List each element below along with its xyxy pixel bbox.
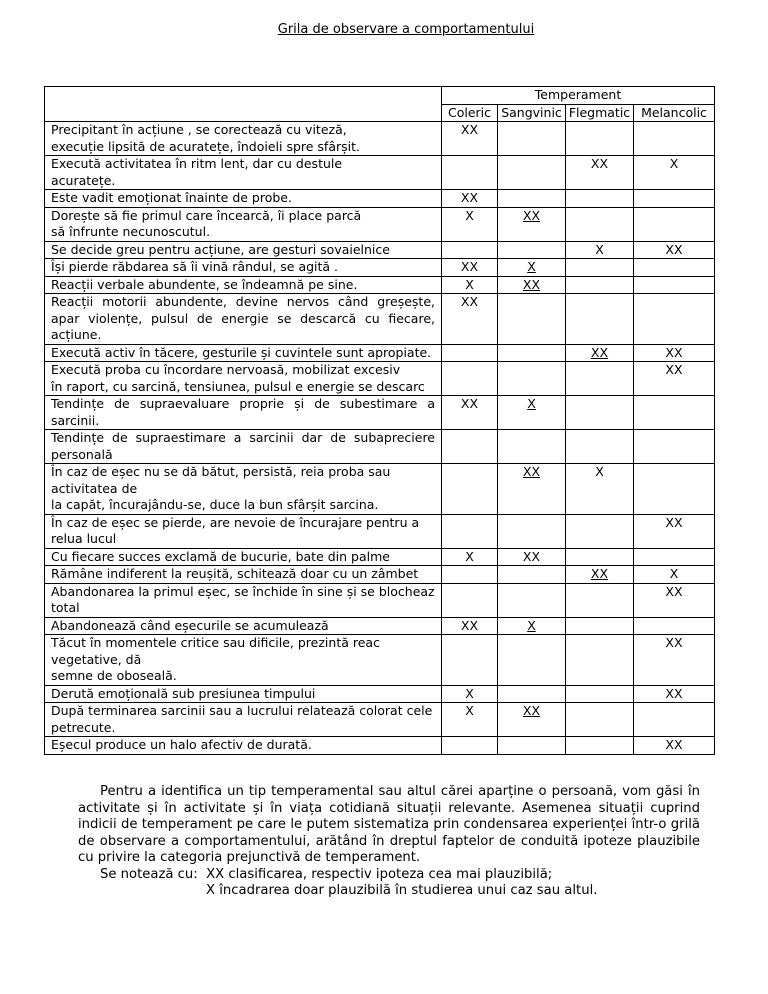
mark-value: X [465, 703, 474, 718]
description-line: Cu fiecare succes exclamă de bucurie, bate din palme [51, 548, 390, 564]
table-row [45, 156, 715, 190]
mark-sangvinic [498, 703, 566, 737]
row-description [45, 583, 442, 617]
mark-flegmatic [566, 396, 634, 430]
table-row [45, 617, 715, 635]
mark-melancolic [634, 548, 715, 566]
table-row [45, 362, 715, 396]
description-line: Este vadit emoționat înainte de probe. [51, 190, 292, 205]
legend-xx: XX clasificarea, respectiv ipoteza cea mai plauzibilă; [206, 866, 553, 882]
mark-flegmatic [566, 259, 634, 277]
description-line: În caz de eșec nu se dă bătut, persistă, reia proba sau [51, 464, 391, 479]
mark-coleric [442, 514, 498, 548]
description-line: Tendințe de supraestimare a sarcinii dar de subapreciere personală [51, 430, 435, 462]
table-row [45, 396, 715, 430]
mark-value: X [595, 464, 604, 479]
table-row [45, 464, 715, 515]
row-description [45, 464, 442, 515]
mark-sangvinic [498, 241, 566, 259]
mark-value: X [669, 156, 679, 171]
table-row [45, 430, 715, 464]
mark-coleric [442, 190, 498, 208]
mark-flegmatic [566, 737, 634, 755]
description-line: Reacții verbale abundente, se îndeamnă pe sine. [51, 276, 358, 292]
row-description [45, 190, 442, 208]
mark-sangvinic [498, 566, 566, 584]
mark-coleric [442, 685, 498, 703]
mark-melancolic [634, 635, 715, 686]
column-header-coleric: Coleric [442, 104, 498, 122]
description-line: la capăt, încurajându-se, duce la bun sfârșit sarcina. [51, 497, 379, 512]
description-line: Abandonează când eșecurile se acumulează [51, 617, 329, 633]
mark-melancolic [634, 685, 715, 703]
header-empty-cell [45, 87, 442, 122]
mark-sangvinic [498, 190, 566, 208]
mark-value: X [595, 241, 604, 257]
mark-sangvinic [498, 122, 566, 156]
description-line: Își pierde răbdarea să îi vină rândul, se agită . [51, 259, 339, 274]
footer-text [78, 784, 700, 900]
table-row [45, 737, 715, 755]
mark-coleric [442, 362, 498, 396]
mark-sangvinic [498, 396, 566, 430]
description-line: Eșecul produce un halo afectiv de durată. [51, 737, 312, 752]
mark-flegmatic [566, 430, 634, 464]
table-row [45, 294, 715, 345]
column-header-sangvinic: Sangvinic [498, 104, 566, 122]
mark-sangvinic [498, 207, 566, 241]
description-line: Execută activ în tăcere, gesturile și cuvintele sunt apropiate. [51, 344, 432, 360]
mark-value: XX [590, 156, 609, 171]
mark-coleric [442, 617, 498, 635]
table-row [45, 566, 715, 584]
mark-value: XX [460, 617, 479, 633]
mark-flegmatic [566, 344, 634, 362]
row-description [45, 617, 442, 635]
mark-melancolic [634, 122, 715, 156]
table-row [45, 207, 715, 241]
mark-sangvinic [498, 276, 566, 294]
description-line: În caz de eșec se pierde, are nevoie de încurajare pentru a [51, 514, 420, 530]
description-line: Reacții motorii abundente, devine nervos când greșește, apar violențe, pulsul de energie se descarcă cu fiecare, acțiune. [51, 294, 435, 342]
row-description [45, 548, 442, 566]
mark-value: XX [460, 396, 479, 411]
description-line: în raport, cu sarcină, tensiunea, pulsul e energie se descarc [51, 378, 425, 394]
mark-value: XX [590, 566, 609, 581]
mark-flegmatic [566, 207, 634, 241]
description-line: relua lucul [51, 531, 117, 546]
mark-coleric [442, 207, 498, 241]
mark-value: XX [460, 190, 479, 205]
row-description [45, 241, 442, 259]
mark-coleric [442, 396, 498, 430]
mark-sangvinic [498, 617, 566, 635]
mark-value: X [527, 396, 536, 411]
mark-flegmatic [566, 566, 634, 584]
description-line: activitatea de [51, 480, 138, 496]
mark-melancolic [634, 190, 715, 208]
mark-coleric [442, 703, 498, 737]
mark-value: X [465, 276, 474, 292]
mark-value: XX [665, 362, 683, 377]
row-description [45, 514, 442, 548]
table-row [45, 703, 715, 737]
mark-melancolic [634, 362, 715, 396]
table-row [45, 635, 715, 686]
mark-value: XX [522, 207, 541, 223]
mark-melancolic [634, 703, 715, 737]
mark-coleric [442, 548, 498, 566]
table-row [45, 548, 715, 566]
mark-flegmatic [566, 514, 634, 548]
row-description [45, 276, 442, 294]
row-description [45, 294, 442, 345]
mark-sangvinic [498, 464, 566, 515]
table-row [45, 344, 715, 362]
footer-paragraph: Pentru a identifica un tip temperamental sau altul cărei aparține o persoană, vom găsi în activitate și în activitate și în viața cotidiană situații relevante. Asemenea situații cuprind indicii de temperament pe care le putem sistematiza prin condensarea experienței într-o grilă de observare a comportamentului, arătând în dreptul faptelor de conduită ipoteze plauzibile cu privire la categoria prejunctivă de temperament. [78, 784, 700, 865]
table-row [45, 514, 715, 548]
table-row [45, 276, 715, 294]
mark-sangvinic [498, 548, 566, 566]
mark-value: X [465, 685, 474, 701]
mark-melancolic [634, 259, 715, 277]
description-line: acuratețe. [51, 172, 116, 188]
table-row [45, 583, 715, 617]
mark-value: XX [460, 294, 479, 309]
column-header-flegmatic: Flegmatic [566, 104, 634, 122]
mark-value: X [669, 566, 679, 581]
mark-value: X [527, 617, 536, 633]
row-description [45, 122, 442, 156]
mark-coleric [442, 464, 498, 515]
row-description [45, 703, 442, 737]
mark-sangvinic [498, 635, 566, 686]
row-description [45, 156, 442, 190]
mark-flegmatic [566, 190, 634, 208]
table-row [45, 685, 715, 703]
mark-value: XX [590, 344, 609, 360]
mark-coleric [442, 276, 498, 294]
row-description [45, 566, 442, 584]
legend-line-x: X încadrarea doar plauzibilă în studierea unui caz sau altul. [206, 883, 598, 898]
row-description [45, 685, 442, 703]
description-line: să înfrunte necunoscutul. [51, 224, 211, 239]
mark-flegmatic [566, 635, 634, 686]
mark-value: XX [665, 583, 683, 599]
mark-melancolic [634, 430, 715, 464]
mark-sangvinic [498, 583, 566, 617]
description-line: Precipitant în acțiune , se corectează cu viteză, [51, 122, 347, 137]
mark-value: X [465, 548, 474, 564]
description-line: vegetative, dă [51, 651, 142, 667]
mark-melancolic [634, 276, 715, 294]
mark-coleric [442, 737, 498, 755]
table-row [45, 122, 715, 156]
mark-value: XX [665, 685, 683, 701]
description-line: petrecute. [51, 719, 116, 735]
row-description [45, 259, 442, 277]
mark-coleric [442, 344, 498, 362]
mark-coleric [442, 294, 498, 345]
mark-sangvinic [498, 362, 566, 396]
mark-melancolic [634, 514, 715, 548]
description-line: Rămâne indiferent la reușită, schitează doar cu un zâmbet [51, 566, 419, 581]
mark-flegmatic [566, 685, 634, 703]
mark-value: XX [460, 259, 479, 274]
description-line: Execută proba cu încordare nervoasă, mobilizat excesiv [51, 362, 401, 377]
legend-prefix: Se notează cu: [100, 866, 198, 882]
mark-flegmatic [566, 122, 634, 156]
mark-melancolic [634, 566, 715, 584]
row-description [45, 362, 442, 396]
grid-body [45, 122, 715, 755]
description-line: Derută emoțională sub presiunea timpului [51, 685, 316, 701]
mark-coleric [442, 156, 498, 190]
mark-sangvinic [498, 294, 566, 345]
description-line: Se decide greu pentru acțiune, are gesturi sovaielnice [51, 241, 390, 257]
observation-grid [44, 86, 715, 755]
mark-melancolic [634, 737, 715, 755]
mark-value: XX [665, 737, 683, 752]
row-description [45, 635, 442, 686]
row-description [45, 344, 442, 362]
mark-flegmatic [566, 703, 634, 737]
description-line: După terminarea sarcinii sau a lucrului relatează colorat cele [51, 703, 433, 718]
column-header-melancolic: Melancolic [634, 104, 715, 122]
header-group-row [45, 87, 715, 105]
mark-melancolic [634, 294, 715, 345]
mark-melancolic [634, 464, 715, 515]
mark-value: XX [522, 548, 541, 564]
mark-flegmatic [566, 617, 634, 635]
table-row [45, 190, 715, 208]
description-line: execuție lipsită de acuratețe, îndoieli spre sfârșit. [51, 138, 360, 154]
mark-flegmatic [566, 464, 634, 515]
mark-flegmatic [566, 583, 634, 617]
mark-flegmatic [566, 156, 634, 190]
mark-melancolic [634, 583, 715, 617]
description-line: Execută activitatea în ritm lent, dar cu destule [51, 156, 343, 171]
mark-melancolic [634, 617, 715, 635]
legend-line-xx [78, 867, 700, 884]
mark-flegmatic [566, 548, 634, 566]
mark-coleric [442, 583, 498, 617]
mark-value: XX [460, 122, 479, 137]
row-description [45, 396, 442, 430]
table-row [45, 241, 715, 259]
mark-flegmatic [566, 294, 634, 345]
row-description [45, 737, 442, 755]
mark-value: XX [665, 635, 683, 650]
description-line: total [51, 600, 80, 615]
mark-melancolic [634, 344, 715, 362]
mark-flegmatic [566, 362, 634, 396]
mark-value: XX [522, 276, 541, 292]
mark-value: XX [665, 514, 683, 530]
row-description [45, 207, 442, 241]
mark-melancolic [634, 207, 715, 241]
mark-melancolic [634, 156, 715, 190]
mark-coleric [442, 430, 498, 464]
mark-sangvinic [498, 430, 566, 464]
mark-flegmatic [566, 276, 634, 294]
mark-melancolic [634, 241, 715, 259]
description-line: Tăcut în momentele critice sau dificile, prezintă reac [51, 635, 380, 650]
mark-coleric [442, 122, 498, 156]
table-row [45, 259, 715, 277]
mark-sangvinic [498, 156, 566, 190]
description-line: Tendințe de supraevaluare proprie și de subestimare a sarcinii. [51, 396, 435, 428]
mark-value: XX [665, 241, 683, 257]
mark-value: XX [522, 703, 541, 718]
row-description [45, 430, 442, 464]
description-line: semne de oboseală. [51, 668, 177, 683]
mark-sangvinic [498, 259, 566, 277]
mark-flegmatic [566, 241, 634, 259]
temperament-header: Temperament [442, 87, 715, 105]
mark-value: XX [522, 464, 541, 479]
description-line: Dorește să fie primul care încearcă, îi place parcă [51, 207, 362, 223]
mark-value: XX [665, 344, 683, 360]
mark-coleric [442, 635, 498, 686]
mark-coleric [442, 241, 498, 259]
mark-melancolic [634, 396, 715, 430]
mark-sangvinic [498, 737, 566, 755]
mark-sangvinic [498, 514, 566, 548]
mark-coleric [442, 566, 498, 584]
mark-coleric [442, 259, 498, 277]
mark-value: X [527, 259, 536, 274]
mark-sangvinic [498, 685, 566, 703]
mark-sangvinic [498, 344, 566, 362]
page-title: Grila de observare a comportamentului [277, 22, 535, 37]
mark-value: X [465, 207, 474, 223]
description-line: Abandonarea la primul eșec, se închide în sine și se blocheaz [51, 583, 435, 599]
